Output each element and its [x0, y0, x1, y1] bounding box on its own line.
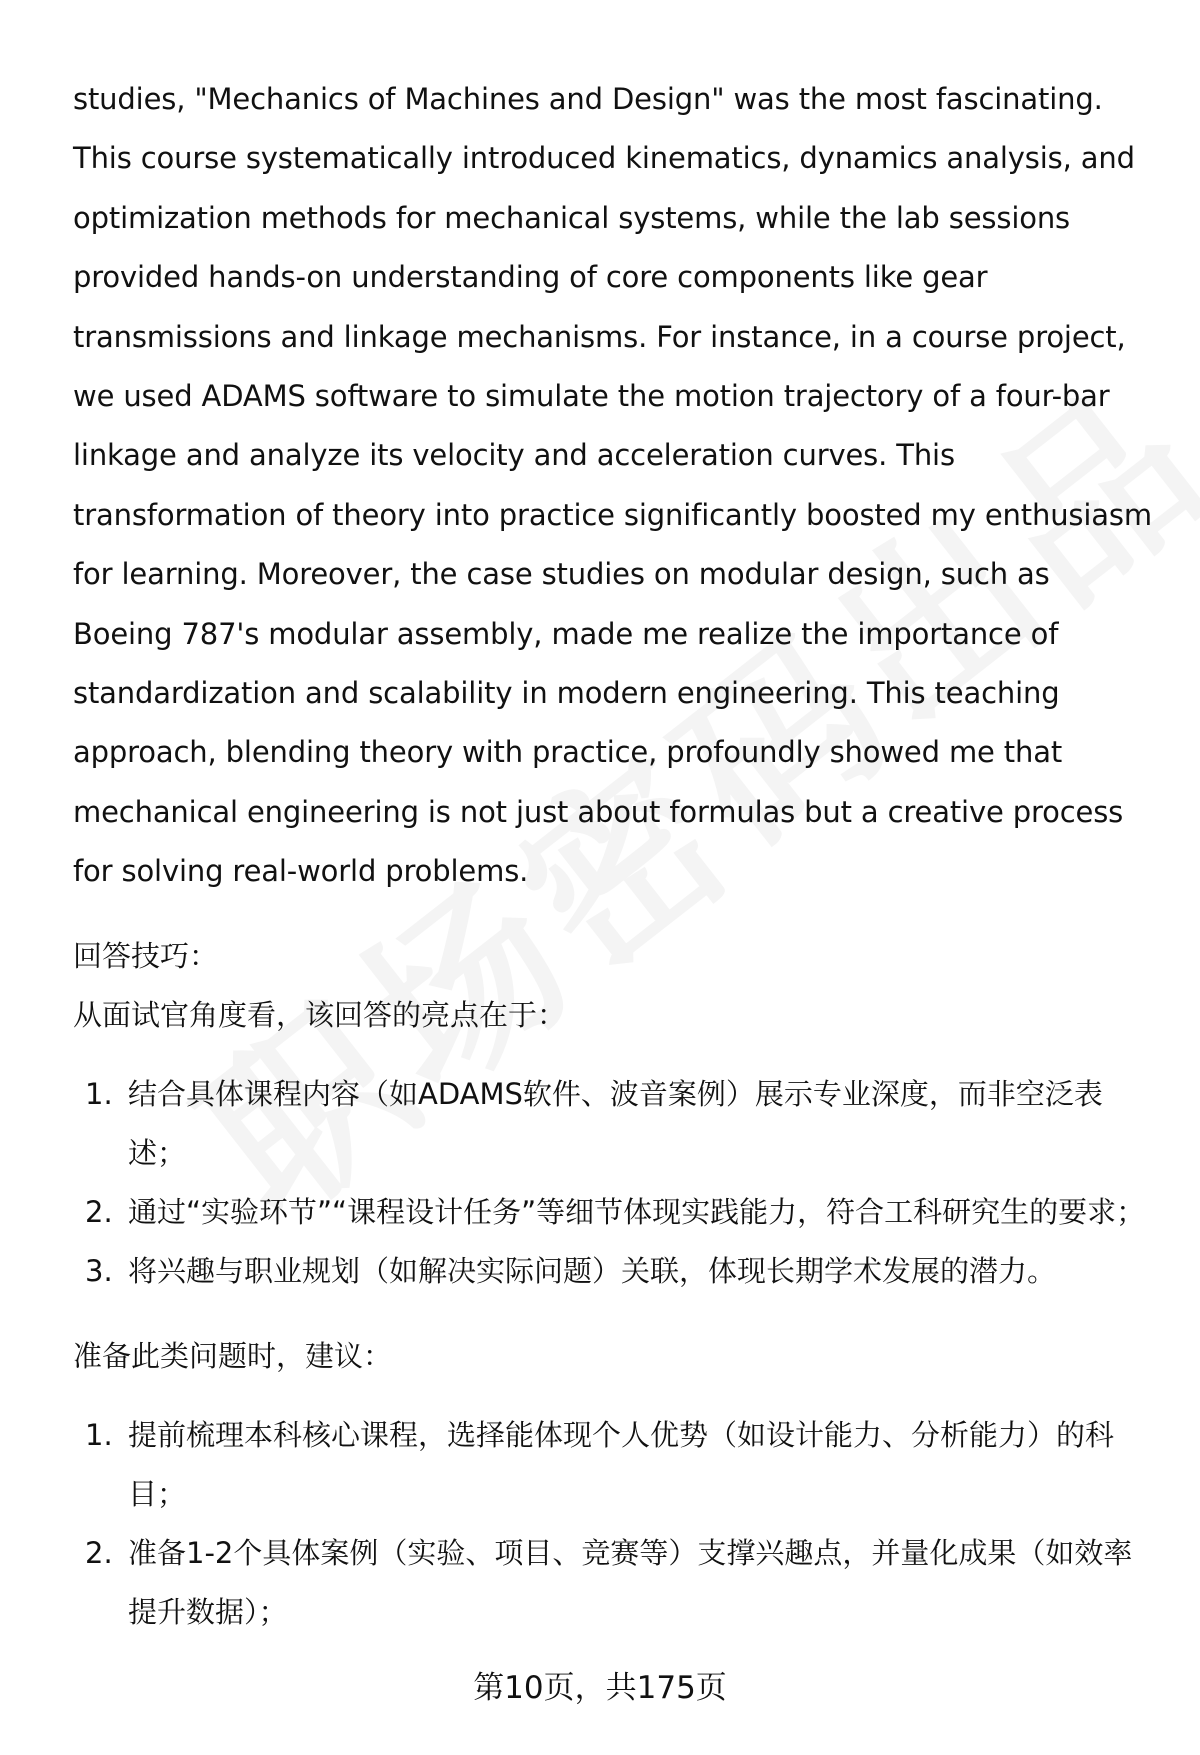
- highlights-list: [73, 1065, 1158, 1301]
- tips-label: 回答技巧：: [73, 938, 219, 973]
- list-item: [73, 1524, 1158, 1642]
- page-number: 第10页，共175页: [473, 1670, 727, 1706]
- list-number: 2.: [85, 1194, 113, 1229]
- answer-paragraph: studies, "Mechanics of Machines and Design" was the most fascinating. This course systematically introduced kinematics, dynamics analysis, and optimization methods for mechanical systems, while the lab sessions provided hands-on understanding of core components like gear transmissions and linkage mechanisms. For instance, in a course project, we used ADAMS software to simulate the motion trajectory of a four-bar linkage and analyze its velocity and acceleration curves. This transformation of theory into practice significantly boosted my enthusiasm for learning. Moreover, the case studies on modular design, such as Boeing 787's modular assembly, made me realize the importance of standardization and scalability in modern engineering. This teaching approach, blending theory with practice, profoundly showed me that mechanical engineering is not just about formulas but a creative process for solving real-world problems.: [73, 82, 1152, 889]
- suggestions-list: [73, 1406, 1158, 1642]
- list-item: [73, 1065, 1158, 1183]
- list-item-text: 将兴趣与职业规划（如解决实际问题）关联，体现长期学术发展的潜力。: [128, 1253, 1057, 1288]
- list-number: 1.: [85, 1076, 113, 1111]
- tips-intro: 从面试官角度看，该回答的亮点在于：: [73, 997, 567, 1032]
- list-item-text: 提前梳理本科核心课程，选择能体现个人优势（如设计能力、分析能力）的科目；: [128, 1417, 1115, 1511]
- list-number: 1.: [85, 1417, 113, 1452]
- list-item: [73, 1183, 1158, 1242]
- list-item: [73, 1406, 1158, 1524]
- list-item-text: 准备1-2个具体案例（实验、项目、竞赛等）支撑兴趣点，并量化成果（如效率提升数据）；: [128, 1535, 1133, 1629]
- list-item-text: 结合具体课程内容（如ADAMS软件、波音案例）展示专业深度，而非空泛表述；: [128, 1076, 1103, 1170]
- page-content: [73, 70, 1158, 1642]
- list-number: 3.: [85, 1253, 113, 1288]
- list-item-text: 通过“实验环节”“课程设计任务”等细节体现实践能力，符合工科研究生的要求；: [128, 1194, 1146, 1229]
- prep-label: 准备此类问题时，建议：: [73, 1338, 393, 1373]
- list-item: [73, 1242, 1158, 1301]
- list-number: 2.: [85, 1535, 113, 1570]
